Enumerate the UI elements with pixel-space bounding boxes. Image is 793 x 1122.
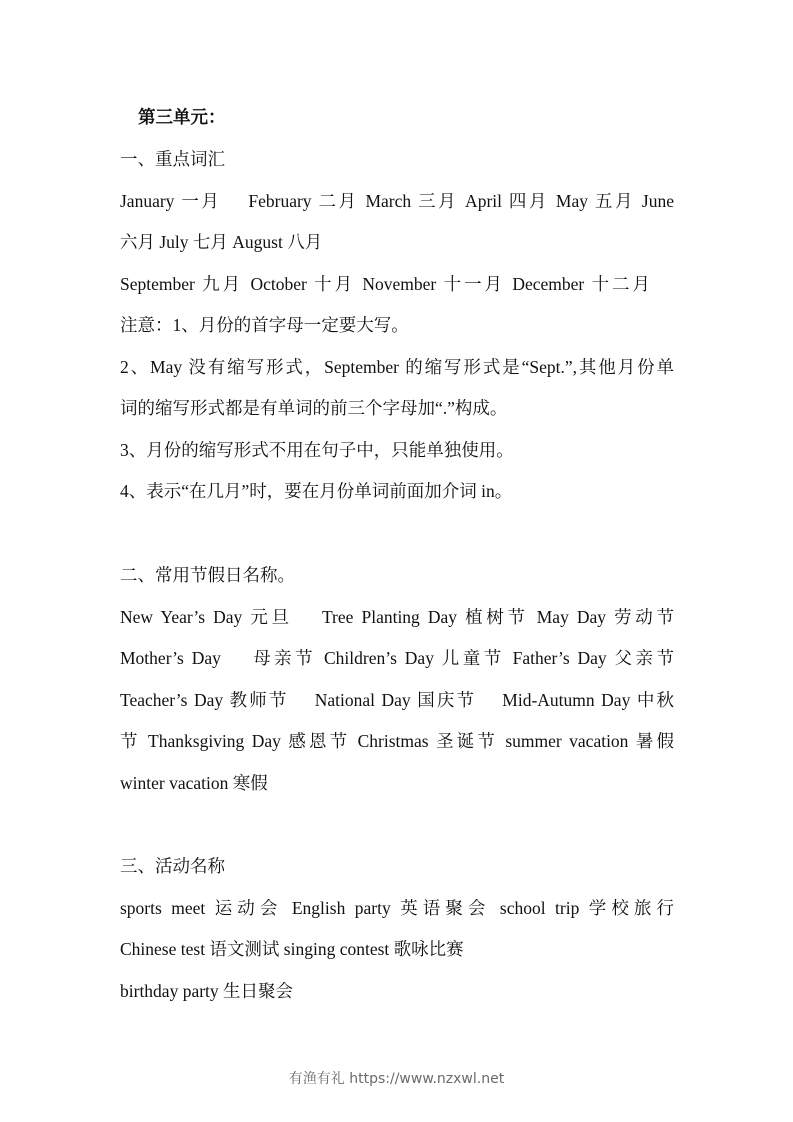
section-heading-holidays: 二、常用节假日名称。 [120, 565, 295, 585]
note-2-continued: 词的缩写形式都是有单词的前三个字母加“.”构成。 [120, 398, 508, 418]
activities-line-1: sports meet 运动会 English party 英语聚会 school trip 学校旅行 [120, 898, 674, 918]
holidays-line-2: Mother’s Day 母亲节 Children’s Day 儿童节 Father’s Day 父亲节 [120, 648, 674, 668]
holidays-line-1: New Year’s Day 元旦 Tree Planting Day 植树节 May Day 劳动节 [120, 607, 674, 627]
vocabulary-line-1: January 一月 February 二月 March 三月 April 四月 May 五月 June [120, 191, 674, 211]
note-4: 4、表示“在几月”时，要在月份单词前面加介词 in。 [120, 481, 513, 501]
holidays-line-4: 节 Thanksgiving Day 感恩节 Christmas 圣诞节 summer vacation 暑假 [120, 731, 674, 751]
section-heading-activities: 三、活动名称 [120, 856, 225, 876]
note-1: 注意：1、月份的首字母一定要大写。 [120, 315, 409, 335]
vocabulary-line-3: September 九月 October 十月 November 十一月 December 十二月 [120, 274, 650, 294]
footer-watermark: 有渔有礼 https://www.nzxwl.net [288, 1071, 505, 1087]
holidays-line-5: winter vacation 寒假 [120, 773, 268, 793]
note-2: 2、May 没有缩写形式，September 的缩写形式是“Sept.”,其他月份单 [120, 357, 674, 377]
unit-title: 第三单元： [138, 107, 226, 127]
holidays-line-3: Teacher’s Day 教师节 National Day 国庆节 Mid-Autumn Day 中秋 [120, 690, 674, 710]
section-heading-vocabulary: 一、重点词汇 [120, 149, 225, 169]
note-3: 3、月份的缩写形式不用在句子中，只能单独使用。 [120, 440, 514, 460]
vocabulary-line-2: 六月 July 七月 August 八月 [120, 232, 323, 252]
activities-line-2: Chinese test 语文测试 singing contest 歌咏比赛 [120, 939, 464, 959]
activities-line-3: birthday party 生日聚会 [120, 981, 294, 1001]
